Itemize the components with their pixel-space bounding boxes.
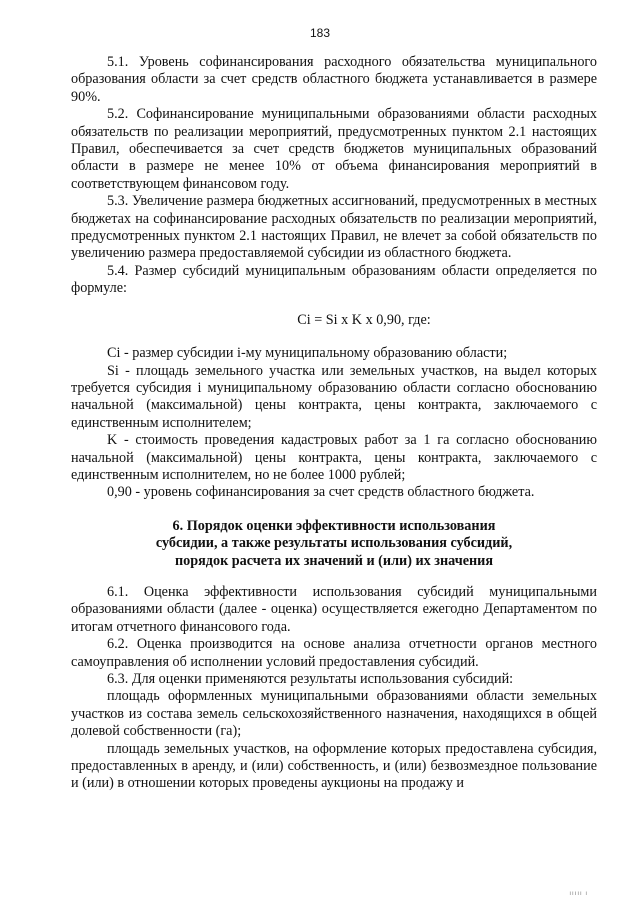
paragraph-6-3: 6.3. Для оценки применяются результаты использования субсидий: [107,671,514,687]
definition-ci: Ci - размер субсидии i-му муниципальному образованию области; [107,345,508,362]
section-heading-line: 6. Порядок оценки эффективности использования [172,517,496,534]
paragraph-5-2: 5.2. Софинансирование муниципальными образованиями области расходных обязательств по реализации мероприятий, предусмотренных пунктом 2.1 настоящих Правил, обеспечивается за счет средств бюджетов муниципальных образований области в размере не менее 10% от объема финансирования мероприятий в соответствующем финансовом году. [71,106,597,192]
result-item-area-leased: площадь земельных участков, на оформление которых предоставлена субсидия, предоставленных в аренду, и (или) собственность, и (или) безвозмездное пользование и (или) в отношении которых проведены аукционы на продажу и [71,740,597,792]
formula: Ci = Si x K x 0,90, где: [297,311,431,328]
section-heading-line: субсидии, а также результаты использования субсидий, [155,535,513,552]
document-body [71,54,597,793]
definition-rate: 0,90 - уровень софинансирования за счет средств областного бюджета. [107,484,535,501]
paragraph-6-1: 6.1. Оценка эффективности использования субсидий муниципальными образованиями области (далее - оценка) осуществляется ежегодно Департаментом по итогам отчетного финансового года. [71,583,597,635]
paragraph-5-1: 5.1. Уровень софинансирования расходного обязательства муниципального образования области за счет средств областного бюджета устанавливается в размере 90%. [71,54,597,105]
definition-k: K - стоимость проведения кадастровых работ за 1 га согласно обоснованию начальной (максимальной) цены контракта, цены контракта, заключаемого с единственным исполнителем, но не более 1000 рублей; [71,432,597,483]
paragraph-6-2: 6.2. Оценка производится на основе анализа отчетности органов местного самоуправления об исполнении условий предоставления субсидий. [71,636,597,670]
page-number: 183 [309,26,331,40]
section-heading [71,518,597,570]
definition-si: Si - площадь земельного участка или земельных участков, на выдел которых требуется субсидия i муниципальному образованию области согласно обоснованию начальной (максимальной) цены контракта, цены контракта, заключаемого с единственным исполнителем; [71,362,597,431]
scan-mark: ııııı ı [569,891,588,897]
paragraph-5-4: 5.4. Размер субсидий муниципальным образованиям области определяется по формуле: [71,262,597,297]
result-item-area-formalized: площадь оформленных муниципальными образованиями области земельных участков из состава земель сельскохозяйственного назначения, находящихся в общей долевой собственности (га); [71,688,597,740]
section-heading-line: порядок расчета их значений и (или) их значения [174,552,494,569]
paragraph-5-3: 5.3. Увеличение размера бюджетных ассигнований, предусмотренных в местных бюджетах на софинансирование расходных обязательств по реализации мероприятий, предусмотренных пунктом 2.1 настоящих Правил, не влечет за собой обязательств по увеличению размера предоставляемой субсидии из областного бюджета. [71,193,597,262]
